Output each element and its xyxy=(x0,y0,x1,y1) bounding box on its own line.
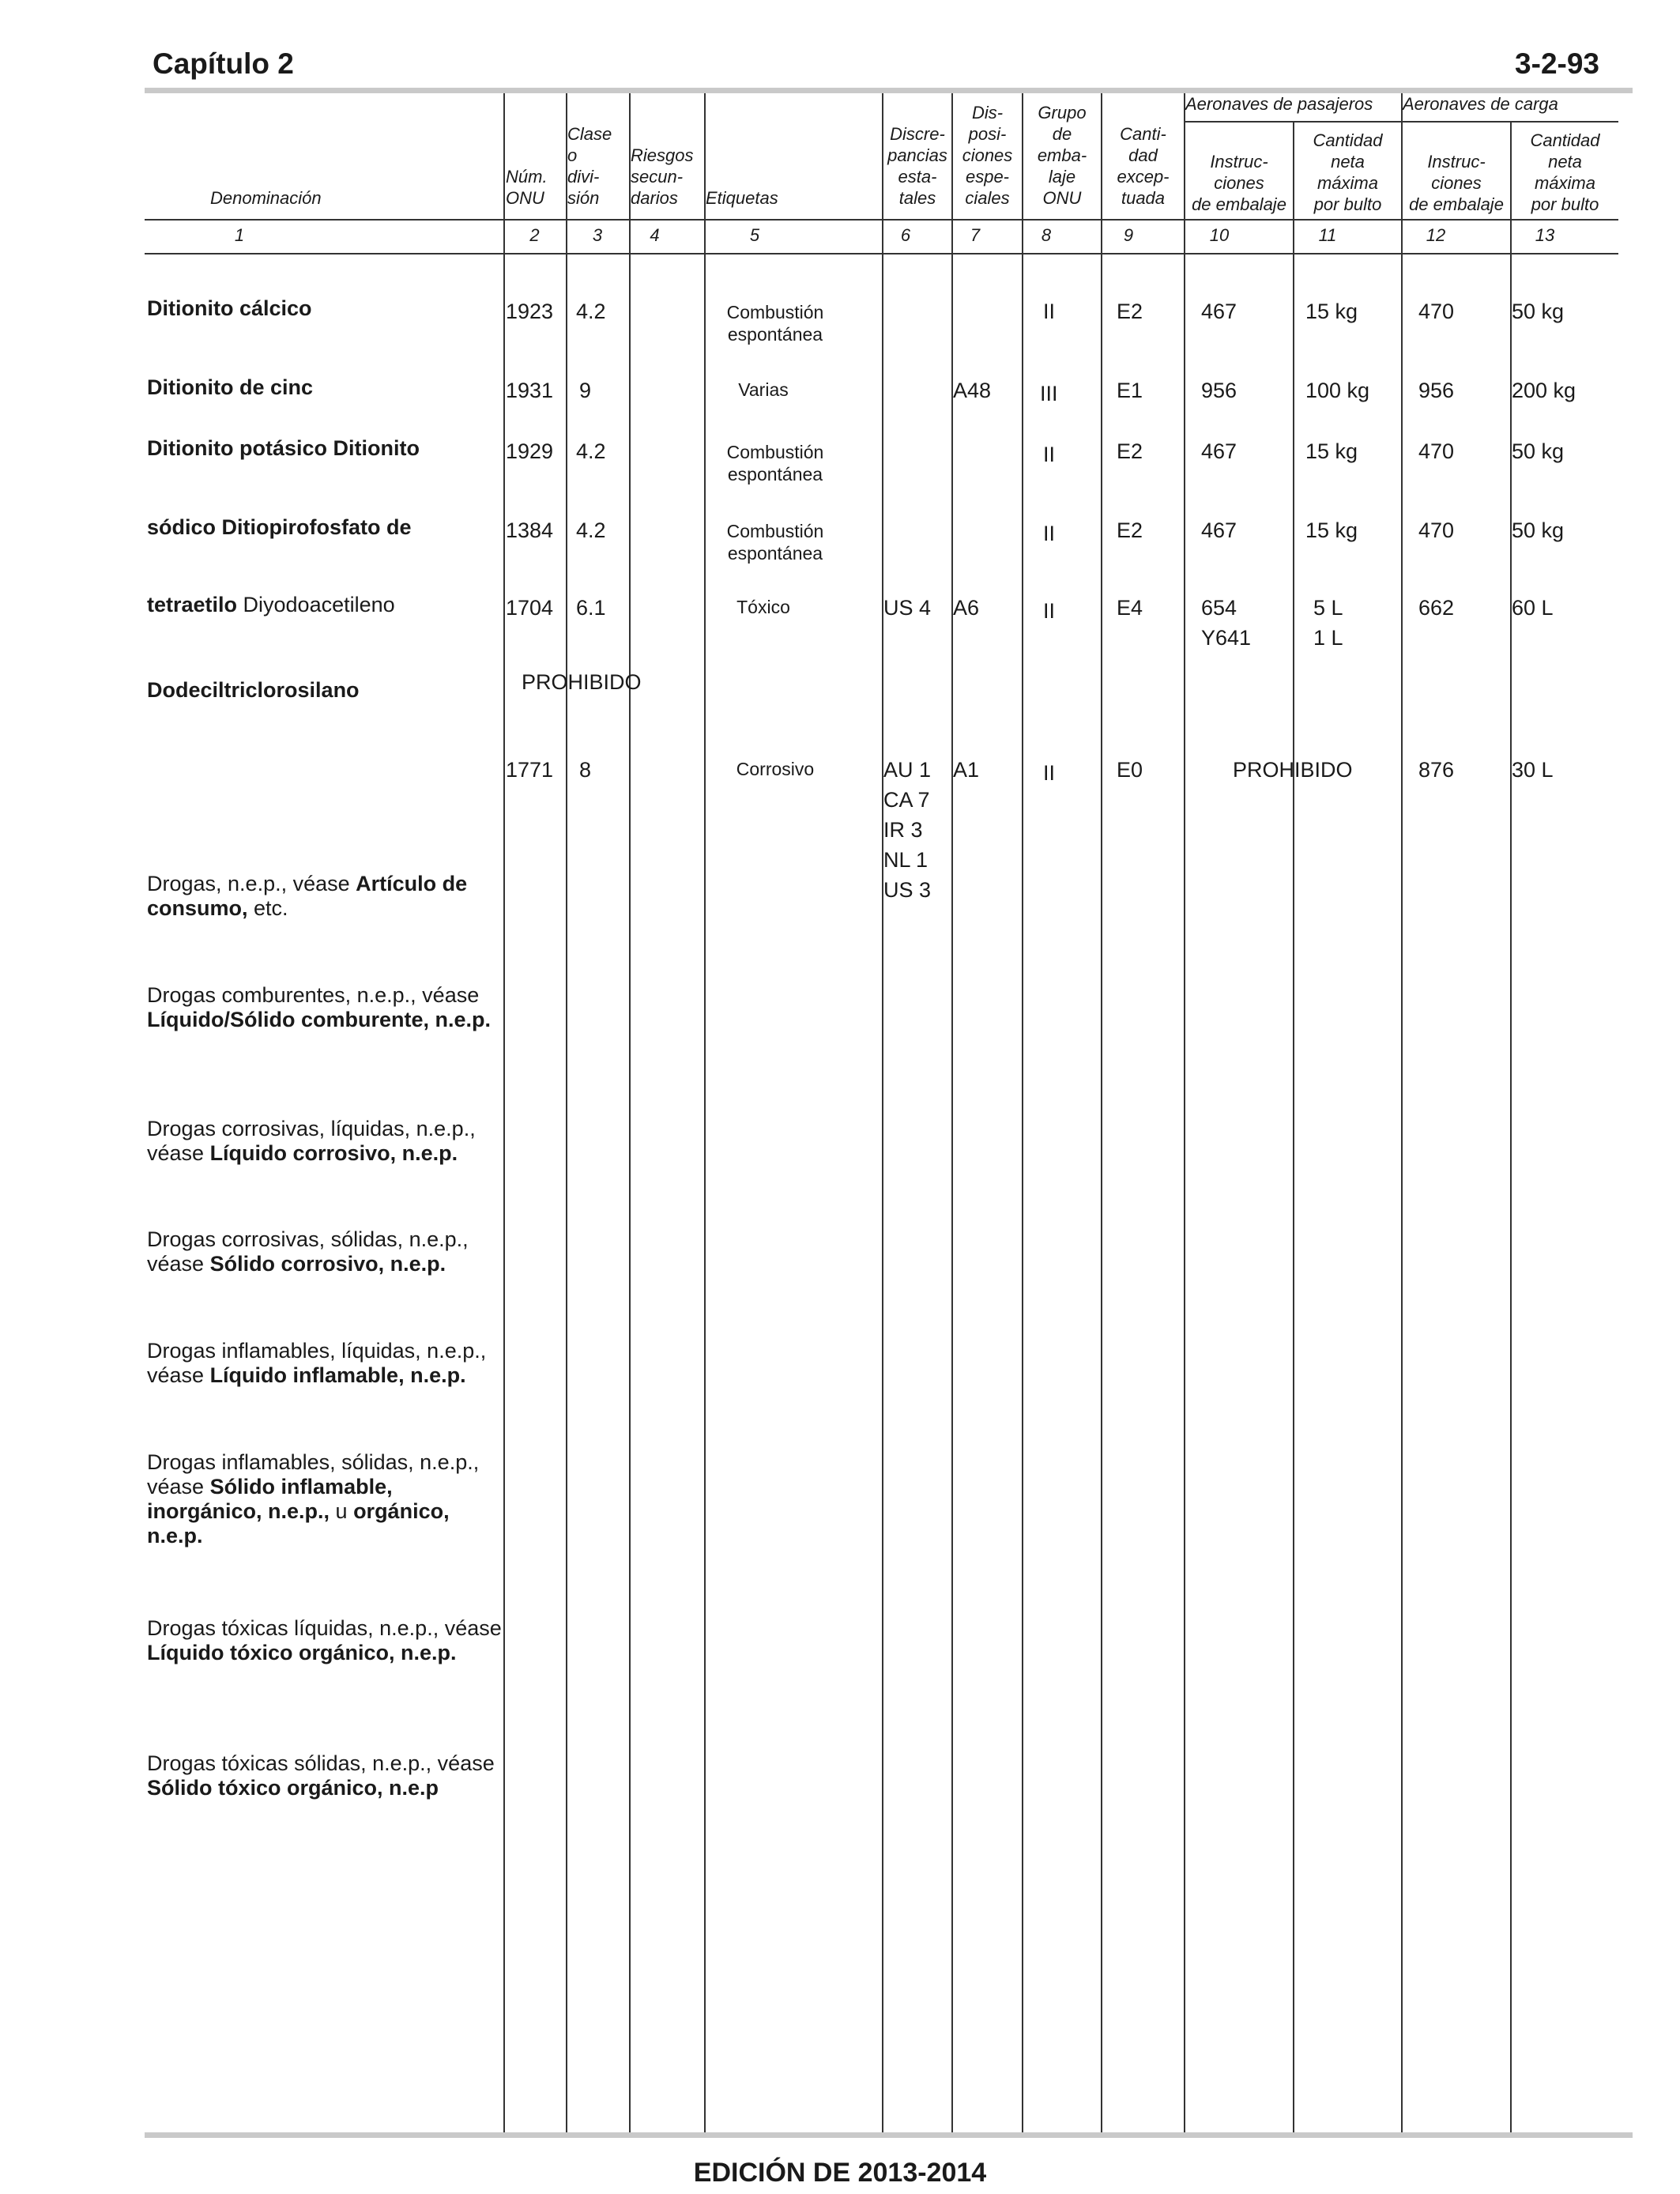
entry-name xyxy=(147,296,503,321)
pax-packing-instruction: 467 xyxy=(1201,439,1237,463)
entry-name xyxy=(147,515,503,540)
cargo-max-quantity: 50 kg xyxy=(1512,439,1565,463)
column-number: 2 xyxy=(529,225,540,245)
column-number: 6 xyxy=(900,225,911,245)
header-cantidad-exceptuada: Canti- dad excep- tuada xyxy=(1117,124,1170,208)
header-discrepancias: Discre- pancias esta- tales xyxy=(887,124,947,208)
excepted-quantity: E1 xyxy=(1117,379,1143,402)
column-number: 11 xyxy=(1318,225,1337,245)
cargo-packing-instruction: 662 xyxy=(1418,596,1455,620)
page-number: 3-2-93 xyxy=(1515,47,1599,80)
entry-name xyxy=(147,375,503,400)
see-entry-ref: Líquido/Sólido comburente, n.e.p. xyxy=(147,1008,491,1031)
entry-name-bold: Ditionito de cinc xyxy=(147,375,314,399)
special-provisions: A6 xyxy=(953,596,980,620)
see-entry xyxy=(147,983,503,1032)
cargo-packing-instruction: 956 xyxy=(1418,379,1455,402)
packing-group: II xyxy=(1043,599,1056,623)
pax-max-quantity: 15 kg xyxy=(1305,439,1358,463)
hazard-label: Varias xyxy=(738,379,789,400)
hazard-label: Combustión espontánea xyxy=(726,302,824,345)
header-denominacion: Denominación xyxy=(210,188,322,208)
header-clase: Clase o divi- sión xyxy=(567,124,612,208)
column-number: 3 xyxy=(592,225,603,245)
entry-name xyxy=(147,593,503,617)
cargo-packing-instruction: 876 xyxy=(1418,758,1455,782)
hazard-label: Combustión espontánea xyxy=(726,442,824,484)
see-entry-text: Drogas tóxicas líquidas, n.e.p., véase xyxy=(147,1616,502,1640)
entry-name-rest: Diyodoacetileno xyxy=(237,593,395,616)
see-entry-ref: Sólido tóxico orgánico, n.e.p xyxy=(147,1776,439,1800)
chapter-title: Capítulo 2 xyxy=(153,47,294,80)
hazard-label: Tóxico xyxy=(736,597,790,617)
class-division: 9 xyxy=(579,379,592,402)
class-division: 4.2 xyxy=(576,439,606,463)
column-number: 8 xyxy=(1041,225,1052,245)
packing-group: II xyxy=(1043,300,1056,323)
header-cantidad-pax: Cantidad neta máxima por bulto xyxy=(1313,130,1383,214)
pax-prohibited-text: PROHIBIDO xyxy=(1233,758,1353,782)
excepted-quantity: E0 xyxy=(1117,758,1143,782)
excepted-quantity: E2 xyxy=(1117,300,1143,323)
header-riesgos: Riesgos secun- darios xyxy=(631,145,694,208)
un-number: 1929 xyxy=(506,439,554,463)
pax-max-quantity: 15 kg xyxy=(1305,518,1358,542)
see-entry-text: Drogas tóxicas sólidas, n.e.p., véase xyxy=(147,1751,495,1775)
hazard-label: Combustión espontánea xyxy=(726,521,824,564)
cargo-max-quantity: 60 L xyxy=(1512,596,1554,620)
see-entry-text: Drogas inflamables, sólidas, n.e.p., véase xyxy=(147,1450,480,1498)
see-entry-ref: Líquido inflamable, n.e.p. xyxy=(209,1363,466,1387)
see-entry xyxy=(147,1227,503,1276)
entry-name-bold: Ditionito potásico Ditionito xyxy=(147,436,420,460)
column-number: 13 xyxy=(1535,225,1555,245)
special-provisions: A48 xyxy=(953,379,992,402)
entry-name xyxy=(147,436,503,461)
column-number: 4 xyxy=(650,225,660,245)
see-entry-text: etc. xyxy=(247,896,288,920)
column-number: 5 xyxy=(749,225,760,245)
un-number: 1771 xyxy=(506,758,554,782)
see-entry-ref: Sólido inflamable, inorgánico, n.e.p., xyxy=(147,1475,393,1523)
class-division: 6.1 xyxy=(576,596,606,620)
pax-packing-instruction: 654 Y641 xyxy=(1201,596,1252,650)
state-discrepancies: US 4 xyxy=(883,596,932,620)
un-number: 1384 xyxy=(506,518,554,542)
column-number: 9 xyxy=(1123,225,1134,245)
cargo-packing-instruction: 470 xyxy=(1418,439,1455,463)
entry-name-bold: Dodeciltriclorosilano xyxy=(147,678,360,702)
pax-max-quantity: 100 kg xyxy=(1305,379,1370,402)
pax-packing-instruction: 467 xyxy=(1201,518,1237,542)
cargo-max-quantity: 200 kg xyxy=(1512,379,1576,402)
see-entry-ref: Sólido corrosivo, n.e.p. xyxy=(209,1252,446,1276)
packing-group: II xyxy=(1043,761,1056,785)
header-num-onu: Núm. ONU xyxy=(506,167,548,208)
see-entry-ref: Líquido tóxico orgánico, n.e.p. xyxy=(147,1641,457,1664)
excepted-quantity: E2 xyxy=(1117,439,1143,463)
un-number: 1923 xyxy=(506,300,554,323)
cargo-max-quantity: 50 kg xyxy=(1512,300,1565,323)
see-entry xyxy=(147,1751,503,1800)
cargo-max-quantity: 30 L xyxy=(1512,758,1554,782)
excepted-quantity: E2 xyxy=(1117,518,1143,542)
state-discrepancies: AU 1 CA 7 IR 3 NL 1 US 3 xyxy=(883,758,932,902)
pax-max-quantity: 5 L 1 L xyxy=(1313,596,1343,650)
see-entry-text: Drogas comburentes, n.e.p., véase xyxy=(147,983,480,1007)
special-provisions: A1 xyxy=(953,758,980,782)
entry-name-bold: tetraetilo xyxy=(147,593,238,616)
column-number: 10 xyxy=(1209,225,1230,245)
top-rule xyxy=(145,88,1633,93)
packing-group: II xyxy=(1043,522,1056,545)
prohibited-text: PROHIBIDO xyxy=(522,670,642,694)
column-number: 12 xyxy=(1426,225,1446,245)
packing-group: III xyxy=(1040,382,1058,405)
column-number: 7 xyxy=(970,225,981,245)
see-entry-text: Drogas corrosivas, líquidas, n.e.p., véase xyxy=(147,1117,476,1165)
see-entry-text: Drogas corrosivas, sólidas, n.e.p., véase xyxy=(147,1227,469,1276)
excepted-quantity: E4 xyxy=(1117,596,1143,620)
header-group-pasajeros: Aeronaves de pasajeros xyxy=(1185,94,1373,114)
pax-max-quantity: 15 kg xyxy=(1305,300,1358,323)
header-etiquetas: Etiquetas xyxy=(706,188,778,208)
bottom-rule xyxy=(145,2132,1633,2138)
entry-name-bold: sódico Ditiopirofosfato de xyxy=(147,515,412,539)
un-number: 1931 xyxy=(506,379,554,402)
see-entry-ref: Artículo de consumo, xyxy=(147,872,468,920)
see-entry-ref: Líquido corrosivo, n.e.p. xyxy=(209,1141,458,1165)
column-number: 1 xyxy=(234,225,245,245)
entry-name-bold: Ditionito cálcico xyxy=(147,296,312,320)
class-division: 4.2 xyxy=(576,518,606,542)
class-division: 8 xyxy=(579,758,592,782)
see-entry xyxy=(147,1450,503,1548)
cargo-max-quantity: 50 kg xyxy=(1512,518,1565,542)
see-entry xyxy=(147,1339,503,1388)
pax-packing-instruction: 467 xyxy=(1201,300,1237,323)
header-instrucciones-carga: Instruc- ciones de embalaje xyxy=(1409,152,1504,214)
see-entry-ref: orgánico, n.e.p. xyxy=(147,1499,450,1547)
header-cantidad-carga: Cantidad neta máxima por bulto xyxy=(1530,130,1600,214)
cargo-packing-instruction: 470 xyxy=(1418,300,1455,323)
pax-packing-instruction: 956 xyxy=(1201,379,1237,402)
class-division: 4.2 xyxy=(576,300,606,323)
packing-group: II xyxy=(1043,443,1056,466)
entry-name xyxy=(147,678,503,703)
header-instrucciones-pax: Instruc- ciones de embalaje xyxy=(1192,152,1286,214)
see-entry-text: Drogas, n.e.p., véase xyxy=(147,872,356,895)
cargo-packing-instruction: 470 xyxy=(1418,518,1455,542)
see-entry xyxy=(147,1616,503,1665)
see-entry xyxy=(147,872,503,921)
see-entry xyxy=(147,1117,503,1166)
header-grupo-embalaje: Grupo de emba- laje ONU xyxy=(1037,103,1087,208)
un-number: 1704 xyxy=(506,596,554,620)
edition-footer: EDICIÓN DE 2013-2014 xyxy=(693,2158,987,2188)
hazard-label: Corrosivo xyxy=(736,759,815,779)
header-disposiciones: Dis- posi- ciones espe- ciales xyxy=(962,103,1013,208)
see-entry-text: u xyxy=(330,1499,354,1523)
header-group-carga: Aeronaves de carga xyxy=(1403,94,1558,114)
see-entry-text: Drogas inflamables, líquidas, n.e.p., véase xyxy=(147,1339,487,1387)
